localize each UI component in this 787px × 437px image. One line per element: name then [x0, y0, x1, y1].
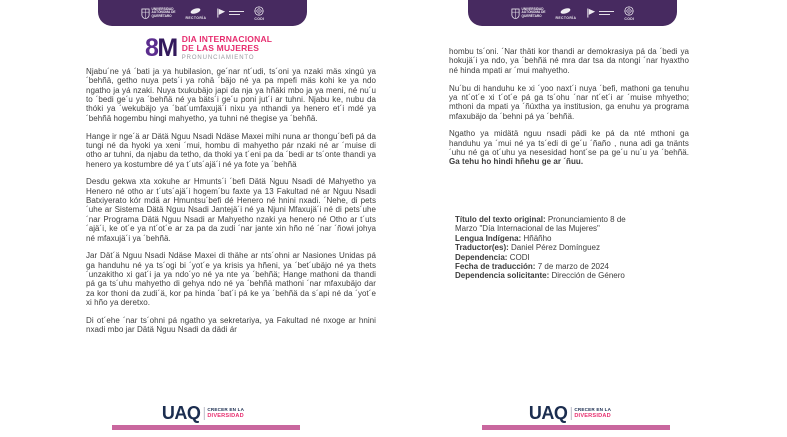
rectoria-icon [559, 7, 572, 15]
footer-accent-bar [482, 425, 670, 430]
pronunciamiento-label: PRONUNCIAMIENTO [181, 54, 255, 61]
metadata-row [455, 234, 627, 243]
banner-text [182, 35, 272, 62]
metadata-label: Traductor(es): [455, 243, 509, 253]
uaq-wordmark: UAQ [161, 403, 201, 423]
metadata-label: Lengua Indígena: [455, 233, 522, 243]
footer-tagline-line1: CRECER EN LA [207, 407, 245, 412]
rectoria-icon [189, 7, 202, 15]
university-name-label: UNIVERSIDAD AUTÓNOMA DE QUERÉTARO [151, 6, 176, 18]
metadata-value: 7 de marzo de 2024 [537, 262, 609, 272]
body-paragraph [449, 129, 689, 166]
metadata-value: Hñäñho [523, 233, 552, 243]
footer-tagline-line1: CRECER EN LA [574, 407, 612, 412]
8m-banner [145, 35, 272, 62]
8m-logo-eight: 8 [145, 33, 158, 62]
uaq-crest-icon [511, 8, 520, 19]
metadata-row [455, 253, 627, 262]
8m-logo-m: M [157, 33, 177, 62]
footer-tagline-line2: DIVERSIDAD [207, 412, 244, 419]
metadata-row [455, 262, 627, 271]
rectoria-label: RECTORÍA [555, 15, 577, 20]
metadata-row [455, 271, 627, 280]
codi-logo [254, 6, 264, 21]
uaq-footer [162, 404, 244, 422]
footer-tagline [574, 407, 611, 419]
left-body-text [86, 67, 376, 343]
footer-divider [570, 407, 571, 420]
rectoria-logo [556, 7, 577, 20]
codi-logo [624, 6, 634, 21]
institutional-logo [216, 8, 244, 18]
codi-label: CODI [624, 16, 635, 21]
header-band [98, 0, 307, 26]
metadata-value: Dirección de Género [551, 271, 625, 281]
uaq-footer [529, 404, 611, 422]
closing-text: Ngatho ya midätä nguu nsadi pädi ke pá da nté mthoni ga handuhu ya ´mui né ya ts´edi di ge´u ´ñaño , nuna adi ga tnänts´uhu né ga ot´uhu ya nesesidad hont´se pa ge´u nu´u ya ´behñä. [449, 129, 689, 158]
metadata-value: Pronunciamiento 8 de Marzo "Día Internacional de las Mujeres" [455, 215, 626, 234]
header-band [468, 0, 677, 26]
right-body-text [449, 47, 689, 175]
8m-logo [145, 33, 177, 62]
institutional-logo [586, 8, 614, 18]
institutional-flag-icon [216, 8, 227, 18]
metadata-label: Fecha de traducción: [455, 262, 536, 272]
uaq-crest-logo [141, 8, 176, 19]
body-paragraph: Jar Dät´ä Nguu Nsadi Ndäse Maxei di thähe ar nts´ohni ar Nasiones Unidas pá ga handuhu né ya ts´ogi bi ´yot´e ya krisis ya hñeni, ya ´bet´ubäjo né ya thets´unzakitho xi gat´i ja ya ndo´yo né ya nte ya ´behñä; Hange mathoni da thandi pá ga ts´uhu mahyetho di gehya ndo né ya ´behñä mathoni ´nar mfaxubäjo dar za kor thoni da zudi´ä, kor pa hinda ´bat´i pá ke ya ´behñä da s´api né da ´yot´e xi hño ya deretxo. [86, 251, 376, 308]
body-paragraph: hombu ts´oni. ´Nar thäti kor thandi ar demokrasiya pá da ´bedi ya hokujä´i ya ndo, ya ´behñä né mra dar tsa da ntongi ´nar hyaxtho né hinda mpati ar ´mui mahyetho. [449, 47, 689, 75]
metadata-row [455, 215, 627, 234]
institutional-text-lines [599, 11, 614, 16]
metadata-row [455, 243, 627, 252]
rectoria-label: RECTORÍA [185, 15, 207, 20]
banner-title-line2: DE LAS MUJERES [181, 43, 260, 54]
body-paragraph: Di ot´ehe ´nar ts´ohni pá ngatho ya sekretariya, ya Fakultad né nxoge ar hnini nxadi mbo jar Dätä Nguu Nsadi da dädi ár [86, 315, 376, 335]
metadata-label: Dependencia solicitante: [455, 271, 550, 281]
closing-bold-statement: Ga tehu ho hindi hñehu ge ar ´ñuu. [449, 157, 584, 167]
body-paragraph: Njabu´ne yá ´bati ja ya hubilasion, ge´nar nt´udi, ts´oni ya nzaki mäs xingú ya ´behñä, getho nuya pets´i ya rohä ´bäjo né ya pa mpefi mäs kohi ke ya ndo ngatho ja yá nzaki. Nuya txukubäjo japi da nja ya hñäki mbo ja ya meni, né nu´u to ´bedi ge´u ya ´behñä né ya bäts´i ge´u poni jut´i ar tuhni. Njabu ke, nubu da thóki ya ´wekubäjo ya ´bat´umfaxujä´i nixu ya nthandi ya henero et´i mdé ya ´behñä hogembu hingi mahyetho, ya tuhni né thegise ya ´behñä. [86, 67, 376, 123]
institutional-text-lines [229, 11, 244, 16]
body-paragraph: Nu´bu di handuhu ke xi ´yoo naxt´i nuya ´befi, mathoni ga tenuhu ya nt´ot´e xi t´ot´e pá ga ts´ohu ´nar nt´et´i ar ´muise mhyetho; mthoni da mpati ya ´ñúxtha ya institusion, ga enuhu ya programa mfaxubäjo da ´behni pá ya ´behñä. [449, 83, 689, 121]
translation-metadata [455, 215, 627, 281]
codi-seal-icon [624, 6, 634, 16]
uaq-crest-icon [141, 8, 150, 19]
uaq-wordmark: UAQ [528, 403, 568, 423]
codi-seal-icon [254, 6, 264, 16]
metadata-value: CODI [509, 252, 530, 262]
body-paragraph: Hange ir nge´ä ar Dätä Nguu Nsadi Ndäse Maxei mihi nuna ar thongu´befi pá da tungi né da hyoki ya xeni ´mui, hombu di mahyetho pár nzaki né ar ´muise di otho ar tuhni, da njabu da tetho, da thoki ya t´eni pa da ´bedi ar ts´onte thandi ya henero ya kostumbre dé ya t´uts´ajä´i né ya fote ya ´behñä [86, 131, 376, 169]
footer-divider [203, 407, 204, 420]
institutional-flag-icon [586, 8, 597, 18]
body-paragraph: Desdu gekwa xta xokuhe ar Hmunts´i ´befi Dätä Nguu Nsadi dé Mahyetho ya Henero né otho ar t´uts´ajä´i hogem´bu faxte ya 13 Fakultad né ar Nguu Nsadi Batxiyerato kór mdä ar Hmuntsu´befi dé Henero né hnini nxadi. ´Nehe, di pets´uhe ar Sistema Dätä Nguu Nsadi Jantejä´i né ya Njuni Mfaxujä´i né di pets´uhe ´nar Programa Dätä Nguu Nsadi ar Mahyetho nzaki ya henero né Otho ar t´uts´ajä´i, ke ot´e ya nt´ot´e ar za pa da zudi ´nar jante xin hño né ´nar ´ñowi johya né mfaxujä´i ya ´behñä. [86, 177, 376, 243]
codi-label: CODI [254, 16, 265, 21]
footer-accent-bar [112, 425, 300, 430]
metadata-label: Título del texto original: [455, 215, 546, 224]
footer-tagline-line2: DIVERSIDAD [574, 412, 611, 419]
university-name-label: UNIVERSIDAD AUTÓNOMA DE QUERÉTARO [521, 6, 546, 18]
page-left [73, 0, 390, 437]
banner-title-line1: DIA INTERNACIONAL [181, 34, 273, 44]
metadata-value: Daniel Pérez Domínguez [511, 243, 600, 253]
page-right [440, 0, 757, 437]
uaq-crest-logo [511, 8, 546, 19]
footer-tagline [207, 407, 244, 419]
metadata-label: Dependencia: [455, 252, 508, 262]
rectoria-logo [186, 7, 207, 20]
